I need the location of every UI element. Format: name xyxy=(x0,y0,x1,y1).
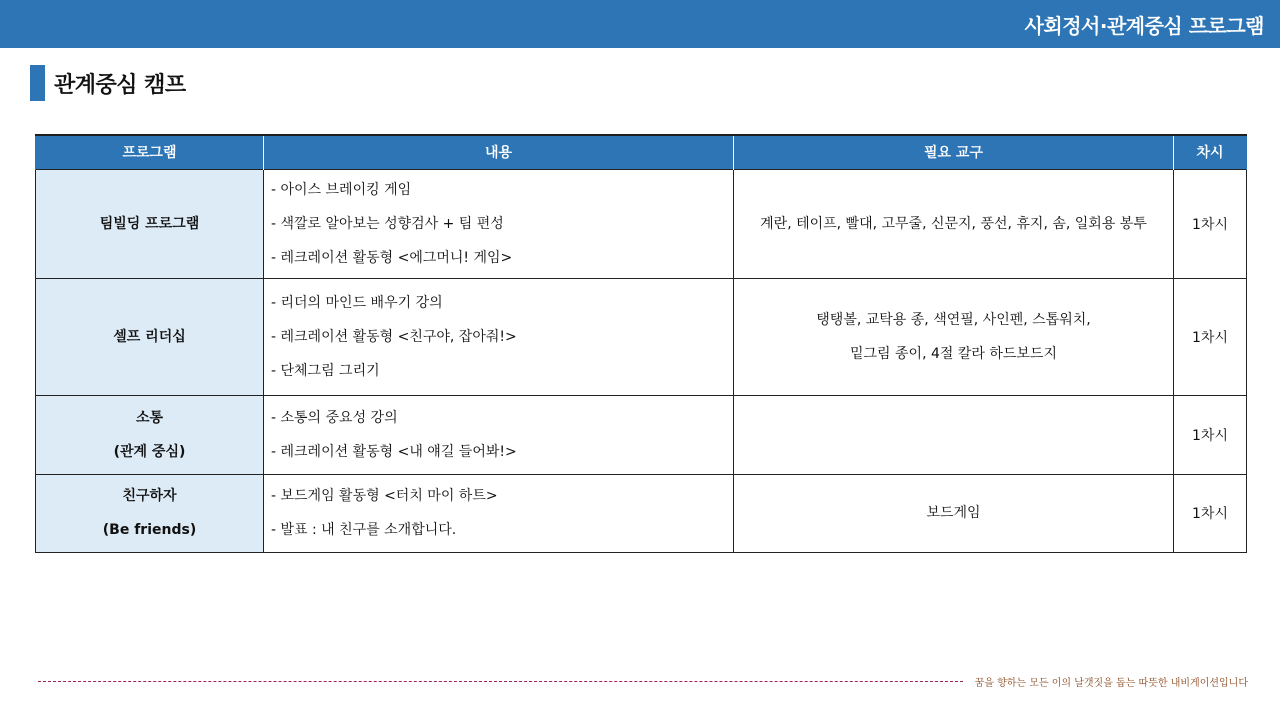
program-name: 셀프 리더십 xyxy=(113,328,186,345)
program-name: 친구하자 xyxy=(122,488,177,504)
program-name-cell xyxy=(36,278,264,395)
program-name-sub: (관계 중심) xyxy=(113,443,186,460)
column-header-tools: 필요 교구 xyxy=(734,135,1174,169)
tools-cell xyxy=(734,474,1174,552)
column-header-session: 차시 xyxy=(1174,135,1247,169)
program-name-cell xyxy=(36,169,264,278)
content-cell xyxy=(264,474,734,552)
top-banner xyxy=(0,0,1280,48)
program-table xyxy=(35,134,1247,553)
content-cell xyxy=(264,278,734,395)
footer-slogan: 꿈을 향하는 모든 이의 날갯짓을 돕는 따뜻한 내비게이션입니다 xyxy=(974,677,1248,689)
content-item: - 아이스 브레이킹 게임 xyxy=(271,181,412,198)
table-row xyxy=(36,278,1247,395)
content-item: - 레크레이션 활동형 <에그머니! 게임> xyxy=(271,249,513,266)
program-name-sub: (Be friends) xyxy=(102,522,197,538)
content-item: - 단체그림 그리기 xyxy=(271,362,380,379)
content-item: - 소통의 중요성 강의 xyxy=(271,409,398,426)
program-name-cell xyxy=(36,395,264,474)
content-item: - 발표 : 내 친구를 소개합니다. xyxy=(271,522,457,538)
footer-dashed-divider xyxy=(38,681,963,682)
program-name: 소통 xyxy=(135,409,164,426)
tools-text: 계란, 테이프, 빨대, 고무줄, 신문지, 풍선, 휴지, 솜, 일회용 봉투 xyxy=(760,215,1147,232)
program-name: 팀빌딩 프로그램 xyxy=(99,215,200,232)
header-title: 사회정서·관계중심 프로그램 xyxy=(1024,13,1264,38)
content-cell xyxy=(264,395,734,474)
table-row xyxy=(36,395,1247,474)
content-item: - 보드게임 활동형 <터치 마이 하트> xyxy=(271,488,498,504)
tools-cell xyxy=(734,278,1174,395)
column-header-content: 내용 xyxy=(264,135,734,169)
session-cell: 1차시 xyxy=(1174,395,1247,474)
table-row xyxy=(36,474,1247,552)
content-item: - 리더의 마인드 배우기 강의 xyxy=(271,294,443,311)
tools-cell xyxy=(734,395,1174,474)
column-header-program: 프로그램 xyxy=(36,135,264,169)
tools-text: 보드게임 xyxy=(926,505,981,521)
tools-text: 탱탱볼, 교탁용 종, 색연필, 사인펜, 스톱워치, xyxy=(816,311,1091,328)
session-cell: 1차시 xyxy=(1174,474,1247,552)
program-name-cell xyxy=(36,474,264,552)
section-accent-bar xyxy=(30,65,45,101)
footer xyxy=(38,673,1248,689)
content-item: - 색깔로 알아보는 성향검사 + 팀 편성 xyxy=(271,215,504,232)
session-cell: 1차시 xyxy=(1174,278,1247,395)
section-title: 관계중심 캠프 xyxy=(54,72,186,98)
tools-text: 밑그림 종이, 4절 칼라 하드보드지 xyxy=(850,345,1057,362)
tools-cell xyxy=(734,169,1174,278)
session-cell: 1차시 xyxy=(1174,169,1247,278)
content-item: - 레크레이션 활동형 <친구야, 잡아줘!> xyxy=(271,328,517,345)
table-row xyxy=(36,169,1247,278)
content-item: - 레크레이션 활동형 <내 얘길 들어봐!> xyxy=(271,443,517,460)
content-cell xyxy=(264,169,734,278)
section-heading xyxy=(30,65,186,101)
table-header-row xyxy=(36,135,1247,169)
